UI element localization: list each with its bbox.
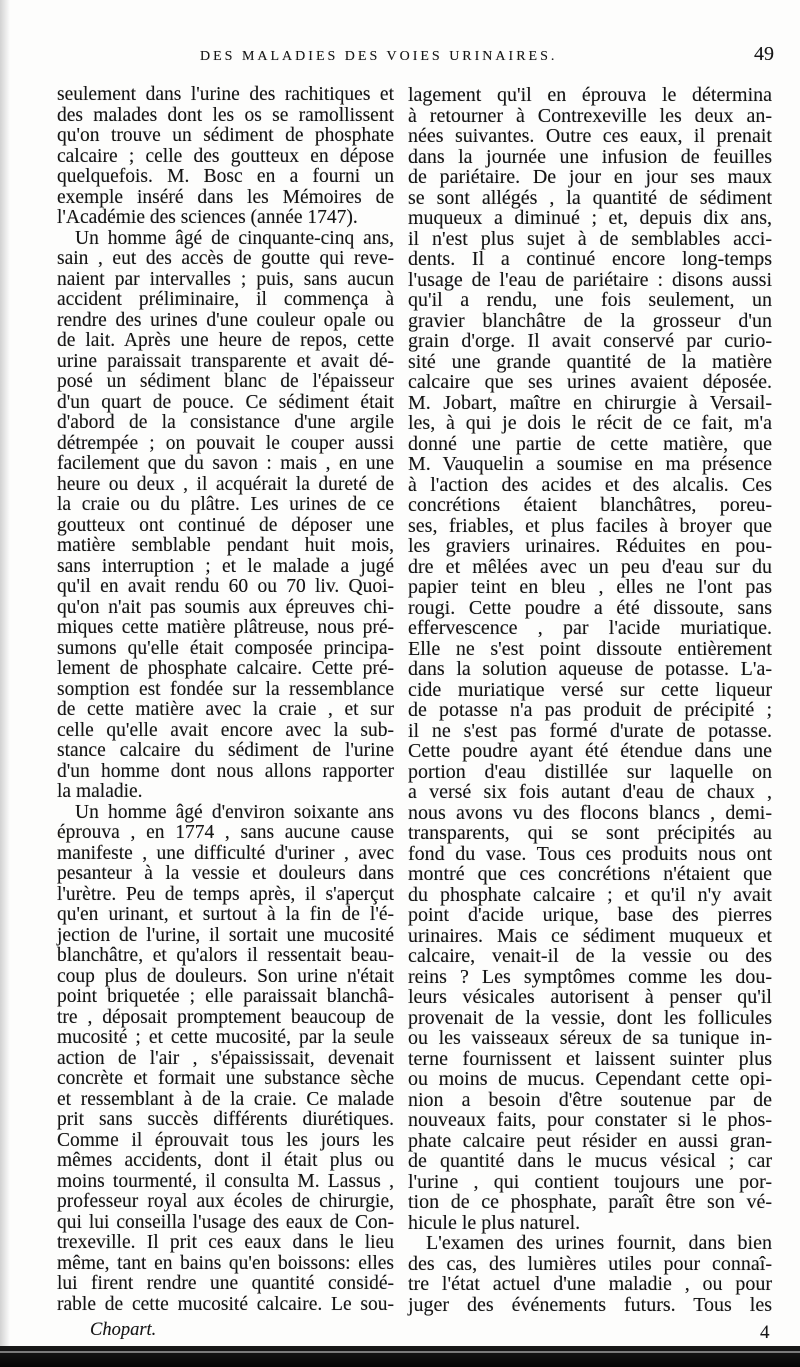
text-line: phate calcaire peut résider en aussi gran-: [408, 1129, 772, 1152]
text-line: lagement qu'il en éprouva le détermina: [408, 84, 772, 106]
text-line: il ne s'est pas formé d'urate de potasse.: [408, 719, 772, 742]
text-line: pesanteur à la vessie et douleurs dans: [57, 863, 394, 884]
text-line: calcaire que ses urines avaient déposée.: [408, 371, 772, 393]
text-line: calcaire, venait-il de la vessie ou des: [408, 945, 772, 967]
text-line: concrétions étaient blanchâtres, poreu-: [408, 494, 772, 516]
text-line: la craie ou du plâtre. Les urines de ce: [57, 494, 394, 515]
text-line: qu'on trouve un sédiment de phosphate: [57, 125, 394, 146]
text-line: d'abord de la consistance d'une argile: [57, 412, 394, 433]
text-line: les graviers urinaires. Réduites en pou-: [408, 535, 772, 557]
text-line: coup plus de douleurs. Son urine n'était: [57, 965, 394, 987]
text-line: Un homme âgé d'environ soixante ans: [75, 801, 394, 823]
text-line: éprouva , en 1774 , sans aucune cause: [57, 822, 394, 843]
text-line: du phosphate calcaire ; et qu'il n'y avait: [408, 883, 772, 906]
paragraph: [408, 85, 772, 1233]
text-line: des malades dont les os se ramollissent: [57, 104, 394, 126]
text-line: blanchâtre, et qu'alors il ressentait beau-: [57, 945, 394, 966]
right-column: [408, 85, 772, 1315]
text-line: M. Vauquelin a soumise en ma présence: [408, 453, 772, 475]
text-line: moins tourmenté, il consulta M. Lassus ,: [57, 1170, 394, 1192]
text-line: de quantité dans le mucus vésical ; car: [408, 1150, 772, 1172]
text-line: juger des événements futurs. Tous les: [408, 1293, 772, 1316]
scan-edge-line: [0, 1351, 800, 1353]
text-line: terne fournissent et laissent suinter plus: [408, 1047, 772, 1070]
text-line: hicule le plus naturel.: [408, 1211, 581, 1234]
text-line: Un homme âgé de cinquante-cinq ans,: [75, 227, 394, 249]
text-line: qui lui conseilla l'usage des eaux de Con-: [57, 1211, 394, 1233]
text-line: professeur royal aux écoles de chirurgie,: [57, 1191, 394, 1212]
paragraph: [57, 803, 394, 1316]
text-line: tre l'état actuel d'une maladie , ou pour: [408, 1273, 772, 1295]
text-line: ou moins de mucus. Cependant cette opi-: [408, 1068, 772, 1090]
text-line: M. Jobart, maître en chirurgie à Versail-: [408, 391, 772, 414]
text-line: de potasse n'a pas produit de précipité ;: [408, 699, 772, 721]
text-line: somption est fondée sur la ressemblance: [57, 678, 394, 700]
text-line: détrempée ; on pouvait le couper aussi: [57, 432, 394, 454]
text-line: heure ou deux , il acquérait la dureté de: [57, 473, 394, 495]
text-line: ses, friables, et plus faciles à broyer que: [408, 514, 772, 537]
text-line: qu'en urinant, et surtout à la fin de l'é-: [57, 904, 394, 925]
text-line: et ressemblant à de la craie. Ce malade: [57, 1088, 394, 1110]
text-line: gravier blanchâtre de la grosseur d'un: [408, 309, 772, 332]
text-line: naient par intervalles ; puis, sans aucun: [57, 268, 394, 290]
text-line: qu'il a rendu, une fois seulement, un: [408, 289, 772, 311]
text-line: donné une partie de cette matière, que: [408, 432, 772, 455]
text-line: papier teint en bleu , elles ne l'ont pas: [408, 576, 772, 598]
text-line: montré que ces concrétions n'étaient que: [408, 863, 772, 885]
text-line: calcaire ; celle des goutteux en dépose: [57, 145, 394, 167]
text-line: reins ? Les symptômes comme les dou-: [408, 965, 772, 988]
text-line: à retourner à Contrexeville les deux an-: [408, 104, 772, 127]
scan-bottom-edge: [0, 1346, 800, 1367]
catchword-signature: Chopart.: [90, 1320, 157, 1340]
left-column: [57, 85, 394, 1315]
gathering-signature: 4: [760, 1322, 770, 1343]
text-line: nouveaux faits, pour constater si le phos-: [408, 1109, 772, 1131]
text-line: miques cette matière plâtreuse, nous pré-: [57, 617, 394, 638]
text-line: urine paraissait transparente et avait dé-: [57, 350, 394, 372]
text-line: ou les vaisseaux séreux de sa tunique in-: [408, 1027, 772, 1049]
text-line: transparents, qui se sont précipités au: [408, 822, 772, 844]
text-line: l'Académie des sciences (année 1747).: [57, 207, 358, 228]
text-line: d'un homme dont nous allons rapporter: [57, 760, 394, 782]
running-head: DES MALADIES DES VOIES URINAIRES.: [200, 49, 558, 64]
paragraph: [408, 1233, 772, 1315]
text-line: les, à qui je dois le récit de ce fait, m'a: [408, 412, 772, 434]
text-line: même, tant en bains qu'en boissons: elles: [57, 1252, 394, 1274]
text-line: fond du vase. Tous ces produits nous ont: [408, 842, 772, 865]
text-line: a versé six fois autant d'eau de chaux ,: [408, 781, 772, 803]
text-line: matière semblable pendant huit mois,: [57, 535, 394, 556]
text-line: dents. Il a continué encore long-temps: [408, 248, 772, 270]
text-line: tion de ce phosphate, paraît être son vé-: [408, 1191, 772, 1213]
text-line: l'urètre. Peu de temps après, il s'aperçut: [57, 883, 394, 905]
text-line: lui firent rendre une quantité considé-: [57, 1273, 394, 1294]
text-line: se sont allégés , la quantité de sédiment: [408, 186, 772, 209]
text-line: goutteux ont continué de déposer une: [57, 514, 394, 536]
text-line: rable de cette mucosité calcaire. Le sou-: [57, 1293, 394, 1315]
text-line: stance calcaire du sédiment de l'urine: [57, 740, 394, 761]
text-line: leurs vésicales autorisent à penser qu'il: [408, 986, 772, 1008]
paragraph: [57, 229, 394, 803]
text-line: nous avons vu des flocons blancs , demi-: [408, 801, 772, 824]
text-line: dre et mêlées avec un peu d'eau sur du: [408, 555, 772, 578]
text-line: dans la journée une infusion de feuilles: [408, 145, 772, 168]
text-line: sité une grande quantité de la matière: [408, 350, 772, 373]
text-line: tre , déposait promptement beaucoup de: [57, 1006, 394, 1028]
text-line: rougi. Cette poudre a été dissoute, sans: [408, 596, 772, 619]
text-line: prit sans succès différents diurétiques.: [57, 1109, 394, 1130]
text-line: sumons qu'elle était composée principa-: [57, 637, 394, 659]
text-line: nées suivantes. Outre ces eaux, il prenait: [408, 125, 772, 147]
text-line: la maladie.: [57, 781, 143, 802]
text-line: facilement que du savon : mais , en une: [57, 453, 394, 474]
text-line: trexeville. Il prit ces eaux dans le lieu: [57, 1232, 394, 1253]
text-line: point d'acide urique, base des pierres: [408, 904, 772, 926]
paragraph: [57, 85, 394, 229]
text-line: muqueux a diminué ; et, depuis dix ans,: [408, 207, 772, 229]
text-line: provenait de la vessie, dont les follicules: [408, 1006, 772, 1029]
text-line: qu'on n'ait pas soumis aux épreuves chi-: [57, 596, 394, 618]
text-line: il n'est plus sujet à de semblables acci-: [408, 227, 772, 250]
text-line: accident préliminaire, il commença à: [57, 289, 394, 310]
text-line: seulement dans l'urine des rachitiques et: [57, 84, 394, 105]
text-line: Comme il éprouvait tous les jours les: [57, 1129, 394, 1151]
text-line: point briquetée ; elle paraissait blanchâ-: [57, 986, 394, 1007]
text-line: d'un quart de pouce. Ce sédiment était: [57, 391, 394, 413]
page-edge-shadow: [0, 0, 10, 1346]
text-line: lement de phosphate calcaire. Cette pré-: [57, 658, 394, 679]
text-line: nion a besoin d'être soutenue par de: [408, 1088, 772, 1111]
text-line: qu'il en avait rendu 60 ou 70 liv. Quoi-: [57, 576, 394, 597]
text-line: action de l'air , s'épaississait, devenait: [57, 1047, 394, 1069]
text-line: de cette matière avec la craie , et sur: [57, 699, 394, 720]
text-line: de pariétaire. De jour en jour ses maux: [408, 166, 772, 188]
text-line: L'examen des urines fournit, dans bien: [426, 1232, 772, 1254]
text-line: à l'action des acides et des alcalis. Ces: [408, 473, 772, 496]
text-line: effervescence , par l'acide muriatique.: [408, 617, 772, 639]
text-line: mêmes accidents, dont il était plus ou: [57, 1150, 394, 1171]
text-line: urinaires. Mais ce sédiment muqueux et: [408, 924, 772, 947]
page-number: 49: [754, 43, 774, 65]
text-line: des cas, des lumières utiles pour connaî-: [408, 1252, 772, 1275]
text-line: posé un sédiment blanc de l'épaisseur: [57, 371, 394, 392]
text-line: Cette poudre ayant été étendue dans une: [408, 740, 772, 762]
text-line: cide muriatique versé sur cette liqueur: [408, 678, 772, 701]
text-line: Elle ne s'est point dissoute entièrement: [408, 637, 772, 660]
text-line: de lait. Après une heure de repos, cette: [57, 330, 394, 351]
text-line: exemple inséré dans les Mémoires de: [57, 186, 394, 208]
text-line: portion d'eau distillée sur laquelle on: [408, 760, 772, 783]
text-line: sans interruption ; et le malade a jugé: [57, 555, 394, 577]
text-line: grain d'orge. Il avait conservé par curio-: [408, 330, 772, 352]
text-line: quelquefois. M. Bosc en a fourni un: [57, 166, 394, 187]
text-line: rendre des urines d'une couleur opale ou: [57, 309, 394, 331]
text-line: manifeste , une difficulté d'uriner , avec: [57, 842, 394, 864]
text-line: concrète et formait une substance sèche: [57, 1068, 394, 1089]
text-line: l'urine , qui contient toujours une por-: [408, 1170, 772, 1193]
text-line: jection de l'urine, il sortait une mucosité: [57, 924, 394, 946]
text-line: mucosité ; et cette mucosité, par la seule: [57, 1027, 394, 1048]
text-line: dans la solution aqueuse de potasse. L'a-: [408, 658, 772, 680]
text-line: sain , eut des accès de goutte qui reve-: [57, 248, 394, 269]
text-line: l'usage de l'eau de pariétaire : disons aussi: [408, 268, 772, 291]
text-line: celle qu'elle avait encore avec la sub-: [57, 719, 394, 741]
